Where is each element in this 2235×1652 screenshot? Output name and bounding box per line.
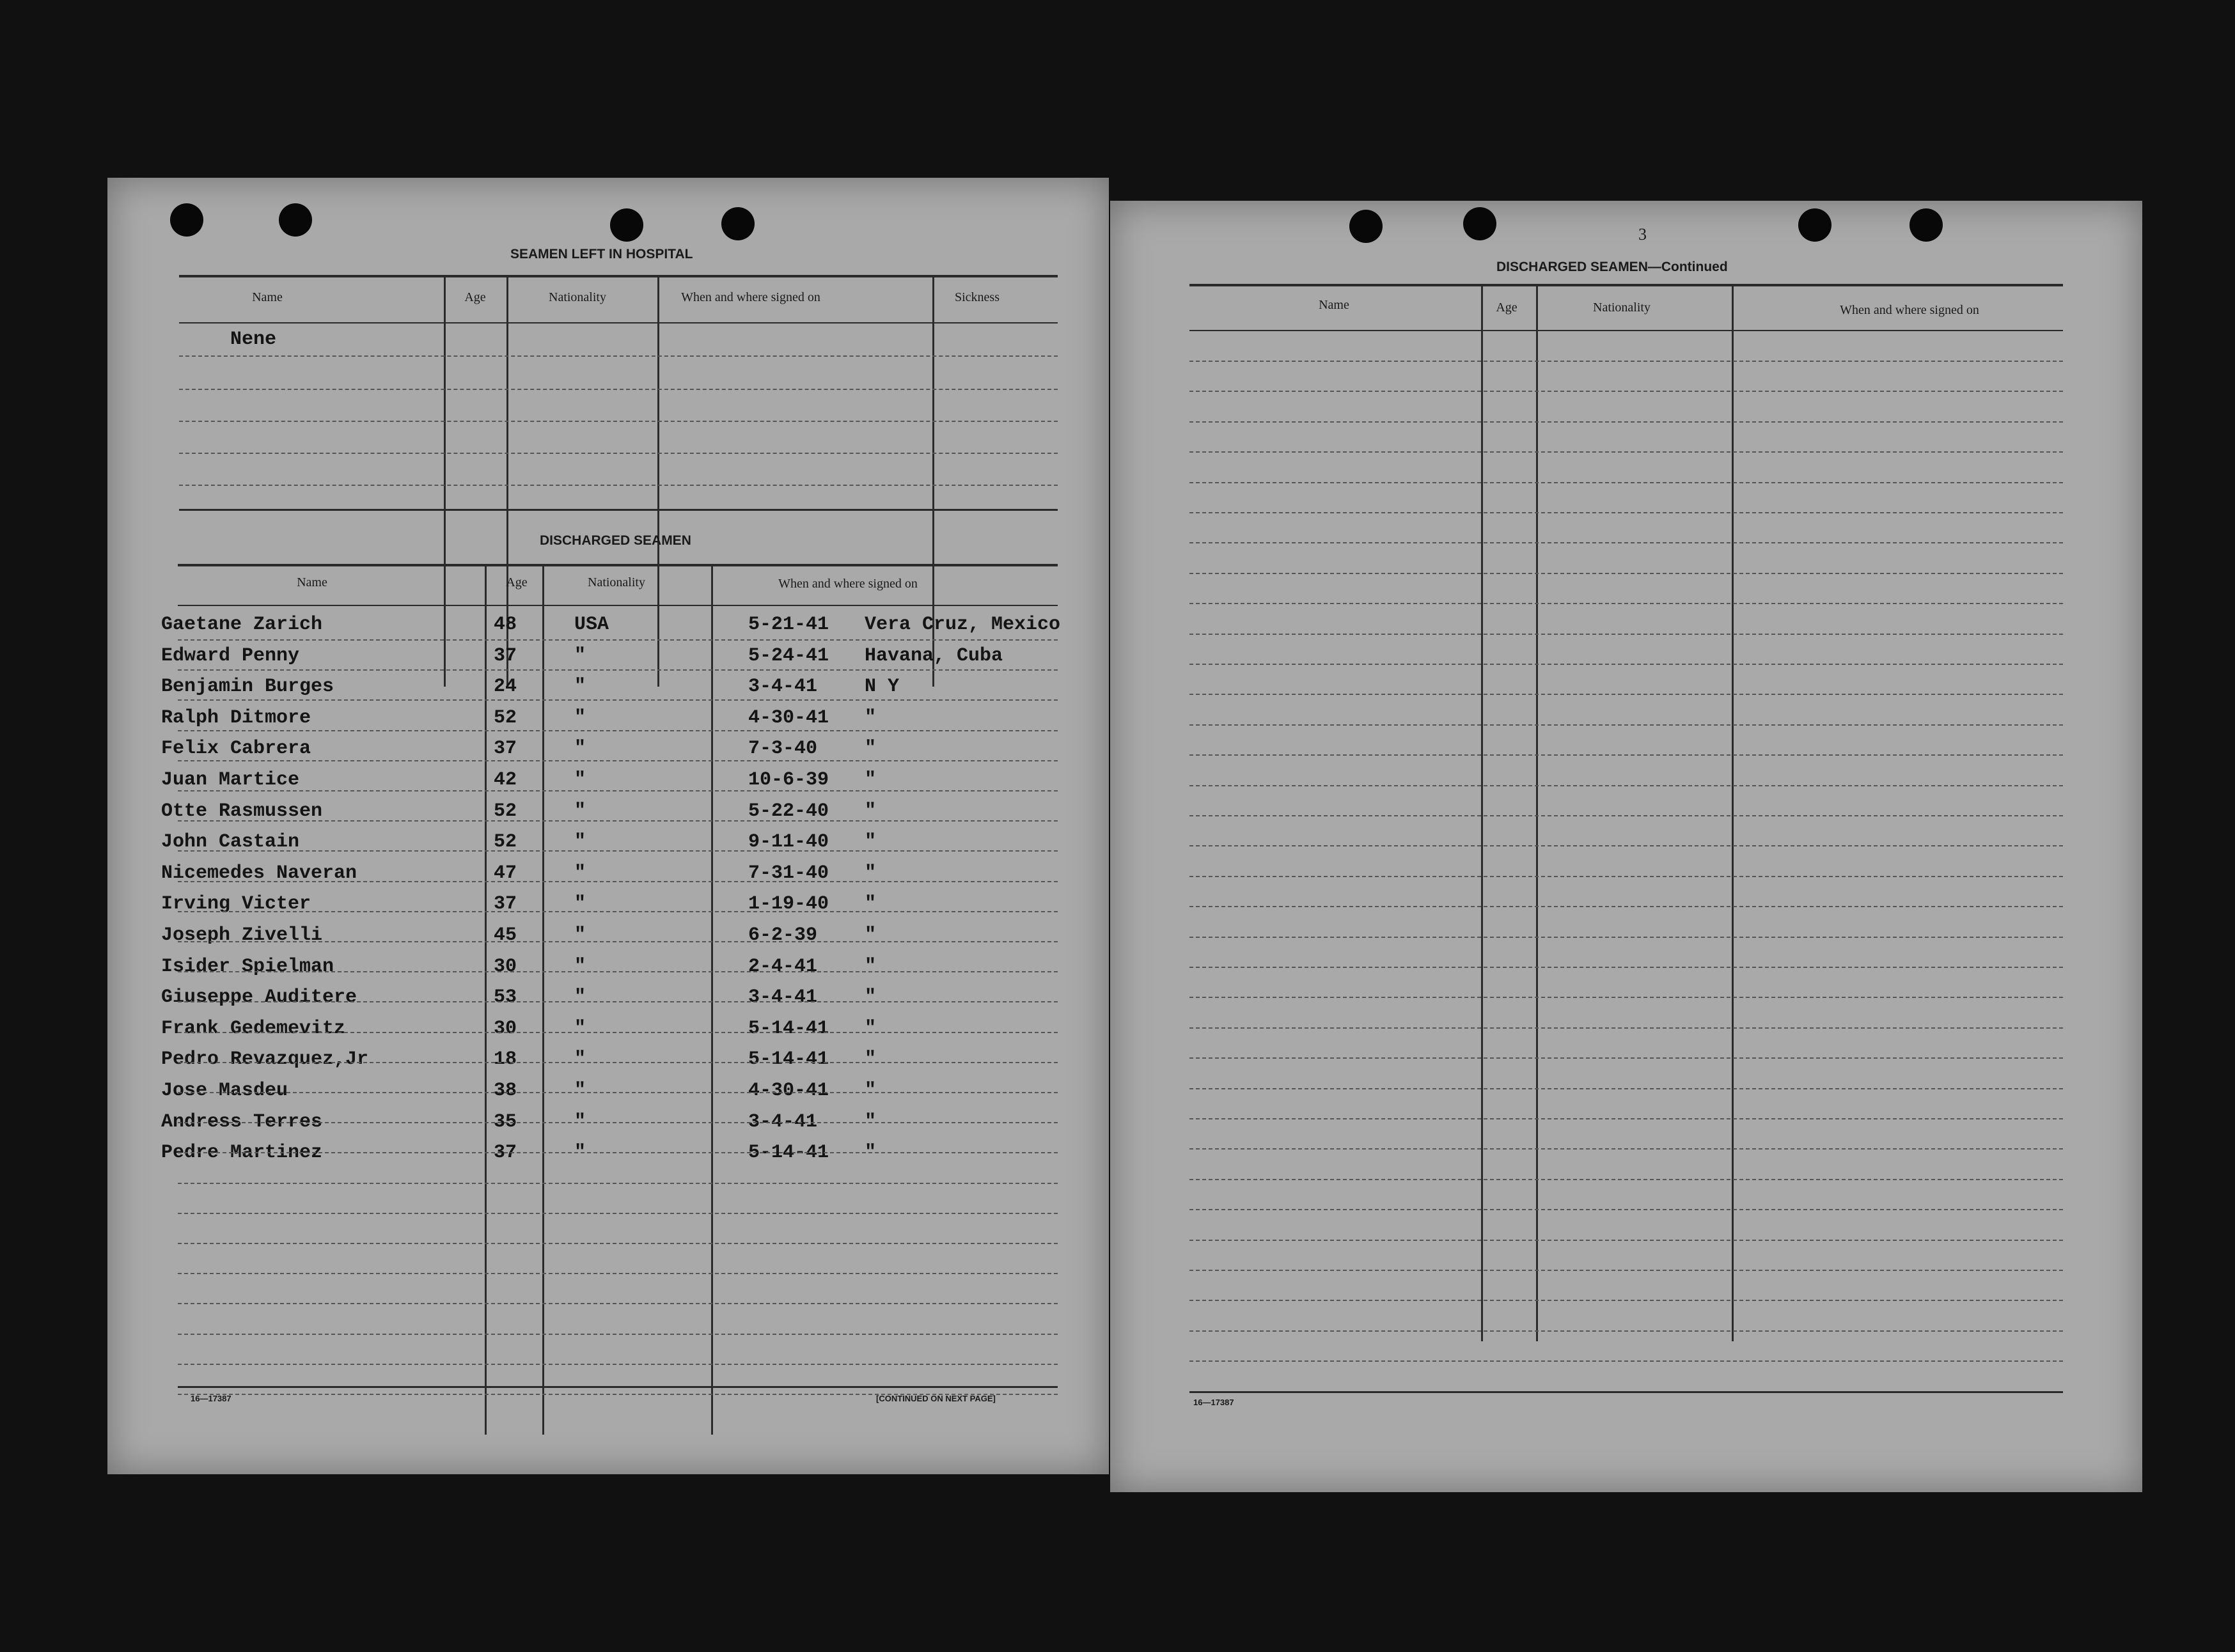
row-line — [178, 699, 1058, 701]
row-line — [1189, 1027, 2063, 1029]
hospital-header-nationality: Nationality — [549, 290, 606, 304]
discharged-cell-age: 30 — [494, 956, 517, 978]
discharged-cell-name: John Castain — [161, 831, 300, 853]
row-line — [1189, 1057, 2063, 1059]
row-line — [178, 790, 1058, 791]
discharged-cell-place: " — [865, 862, 877, 884]
discharged-cell-place: " — [865, 707, 877, 729]
row-line — [1189, 785, 2063, 786]
punch-hole — [721, 207, 755, 240]
column-divider — [1536, 286, 1538, 1341]
rule — [179, 275, 1058, 277]
row-line — [178, 760, 1058, 761]
row-line — [1189, 724, 2063, 726]
row-line — [178, 1183, 1058, 1184]
row-line — [178, 911, 1058, 912]
row-line — [178, 1334, 1058, 1335]
discharged-cell-age: 47 — [494, 862, 517, 884]
discharged-cell-place: " — [865, 1142, 877, 1164]
row-line — [1189, 512, 2063, 513]
discharged-cell-name: Andress Terres — [161, 1111, 323, 1133]
hospital-header-name: Name — [252, 290, 283, 304]
discharged-cell-place: " — [865, 738, 877, 760]
row-line — [178, 881, 1058, 882]
discharged-cell-nat: " — [574, 831, 586, 853]
row-line — [178, 850, 1058, 852]
row-line — [1189, 1179, 2063, 1180]
discharged-cell-name: Nicemedes Naveran — [161, 862, 357, 884]
discharged-cell-date: 5-24-41 — [748, 645, 829, 667]
column-divider — [1481, 286, 1483, 1341]
discharged-cell-date: 5-21-41 — [748, 614, 829, 635]
row-line — [1189, 1270, 2063, 1271]
discharged-cell-age: 37 — [494, 645, 517, 667]
discharged-cell-place: " — [865, 986, 877, 1008]
row-line — [178, 1152, 1058, 1153]
discharged-cell-date: 2-4-41 — [748, 956, 818, 978]
discharged-cell-place: " — [865, 1111, 877, 1133]
row-line — [1189, 815, 2063, 816]
discharged-cell-place: " — [865, 893, 877, 915]
discharged-cell-nat: " — [574, 707, 586, 729]
discharged-cell-nat: " — [574, 738, 586, 760]
row-line — [1189, 967, 2063, 968]
discharged-header-nationality: Nationality — [588, 575, 645, 589]
row-line — [178, 1122, 1058, 1123]
rule — [179, 322, 1058, 323]
row-line — [1189, 1118, 2063, 1119]
row-line — [178, 639, 1058, 641]
discharged-cell-age: 52 — [494, 707, 517, 729]
discharged-cell-nat: " — [574, 1048, 586, 1070]
discharged-section-title: DISCHARGED SEAMEN — [540, 533, 691, 548]
discharged-cell-name: Benjamin Burges — [161, 676, 334, 697]
row-line — [178, 669, 1058, 671]
discharged-cell-name: Irving Victer — [161, 893, 311, 915]
discharged-cell-date: 3-4-41 — [748, 676, 818, 697]
row-line — [1189, 754, 2063, 756]
discharged-cell-nat: " — [574, 924, 586, 946]
row-line — [1189, 1240, 2063, 1241]
row-line — [179, 389, 1058, 390]
row-line — [1189, 1088, 2063, 1089]
continued-header-signed-on: When and where signed on — [1840, 303, 1979, 317]
discharged-cell-name: Gaetane Zarich — [161, 614, 323, 635]
discharged-cell-nat: " — [574, 676, 586, 697]
form-number: 16—17387 — [191, 1394, 231, 1403]
punch-hole — [610, 208, 643, 242]
column-divider — [657, 277, 659, 687]
row-line — [179, 421, 1058, 422]
discharged-cell-nat: USA — [574, 614, 609, 635]
discharged-cell-nat: " — [574, 1018, 586, 1040]
row-line — [1189, 664, 2063, 665]
column-divider — [444, 277, 446, 687]
continued-header-name: Name — [1319, 298, 1349, 312]
discharged-cell-place: " — [865, 800, 877, 822]
discharged-cell-date: 7-3-40 — [748, 738, 818, 760]
discharged-cell-date: 5-22-40 — [748, 800, 829, 822]
discharged-cell-place: " — [865, 1018, 877, 1040]
discharged-header-age: Age — [506, 575, 528, 589]
row-line — [1189, 845, 2063, 846]
punch-hole — [1463, 207, 1496, 240]
discharged-header-signed-on: When and where signed on — [778, 577, 918, 591]
row-line — [1189, 603, 2063, 604]
discharged-cell-age: 35 — [494, 1111, 517, 1133]
discharged-cell-name: Pedro Revazquez,Jr — [161, 1048, 369, 1070]
rule — [1189, 330, 2063, 331]
punch-hole — [170, 203, 203, 237]
discharged-cell-name: Felix Cabrera — [161, 738, 311, 760]
discharged-cell-age: 53 — [494, 986, 517, 1008]
discharged-cell-date: 4-30-41 — [748, 707, 829, 729]
right-page — [1110, 201, 2142, 1492]
row-line — [178, 971, 1058, 972]
rule — [179, 509, 1058, 511]
discharged-cell-age: 45 — [494, 924, 517, 946]
discharged-cell-place: " — [865, 831, 877, 853]
discharged-cell-age: 52 — [494, 800, 517, 822]
discharged-cell-date: 7-31-40 — [748, 862, 829, 884]
discharged-cell-name: Edward Penny — [161, 645, 300, 667]
row-line — [1189, 906, 2063, 907]
discharged-cell-date: 1-19-40 — [748, 893, 829, 915]
discharged-cell-place: " — [865, 769, 877, 791]
row-line — [1189, 573, 2063, 574]
discharged-cell-date: 3-4-41 — [748, 986, 818, 1008]
discharged-cell-name: Pedre Martinez — [161, 1142, 323, 1164]
row-line — [1189, 997, 2063, 998]
row-line — [178, 1001, 1058, 1002]
row-line — [178, 1243, 1058, 1244]
discharged-cell-nat: " — [574, 769, 586, 791]
form-number-right: 16—17387 — [1193, 1398, 1234, 1407]
discharged-cell-name: Giuseppe Auditere — [161, 986, 357, 1008]
continued-header-age: Age — [1496, 300, 1517, 315]
continued-header-nationality: Nationality — [1593, 300, 1651, 315]
row-line — [1189, 1300, 2063, 1301]
discharged-cell-age: 42 — [494, 769, 517, 791]
row-line — [1189, 451, 2063, 453]
row-line — [179, 355, 1058, 357]
discharged-cell-nat: " — [574, 645, 586, 667]
punch-hole — [1798, 208, 1831, 242]
discharged-cell-name: Otte Rasmussen — [161, 800, 323, 822]
hospital-entry: Nene — [230, 329, 277, 350]
discharged-cell-age: 24 — [494, 676, 517, 697]
row-line — [1189, 482, 2063, 483]
discharged-cell-age: 48 — [494, 614, 517, 635]
discharged-cell-nat: " — [574, 893, 586, 915]
discharged-cell-place: " — [865, 1080, 877, 1102]
continued-note: [CONTINUED ON NEXT PAGE] — [876, 1394, 996, 1403]
rule — [178, 605, 1058, 606]
row-line — [1189, 361, 2063, 362]
discharged-cell-date: 3-4-41 — [748, 1111, 818, 1133]
discharged-cell-age: 18 — [494, 1048, 517, 1070]
row-line — [1189, 937, 2063, 938]
discharged-cell-age: 38 — [494, 1080, 517, 1102]
discharged-cell-age: 52 — [494, 831, 517, 853]
discharged-cell-place: Havana, Cuba — [865, 645, 1003, 667]
discharged-cell-nat: " — [574, 862, 586, 884]
discharged-cell-name: Joseph Zivelli — [161, 924, 323, 946]
discharged-header-name: Name — [297, 575, 327, 589]
punch-hole — [1349, 210, 1383, 243]
row-line — [178, 1062, 1058, 1063]
discharged-cell-age: 37 — [494, 738, 517, 760]
row-line — [1189, 391, 2063, 392]
discharged-cell-date: 10-6-39 — [748, 769, 829, 791]
row-line — [1189, 876, 2063, 877]
rule — [178, 1386, 1058, 1388]
column-divider — [711, 566, 713, 1435]
row-line — [178, 1303, 1058, 1304]
row-line — [179, 485, 1058, 486]
row-line — [1189, 694, 2063, 695]
row-line — [178, 941, 1058, 942]
row-line — [178, 1364, 1058, 1365]
row-line — [1189, 1148, 2063, 1149]
discharged-cell-age: 37 — [494, 893, 517, 915]
hospital-header-sickness: Sickness — [955, 290, 1000, 304]
discharged-cell-name: Ralph Ditmore — [161, 707, 311, 729]
discharged-cell-date: 6-2-39 — [748, 924, 818, 946]
discharged-cell-nat: " — [574, 986, 586, 1008]
discharged-cell-place: " — [865, 1048, 877, 1070]
rule — [178, 564, 1058, 566]
column-divider — [1732, 286, 1734, 1341]
discharged-cell-name: Isider Spielman — [161, 956, 334, 978]
discharged-cell-nat: " — [574, 1142, 586, 1164]
row-line — [178, 1213, 1058, 1214]
continued-section-title: DISCHARGED SEAMEN—Continued — [1496, 260, 1728, 274]
row-line — [1189, 1209, 2063, 1210]
row-line — [1189, 421, 2063, 423]
rule — [1189, 284, 2063, 286]
row-line — [1189, 634, 2063, 635]
discharged-cell-date: 9-11-40 — [748, 831, 829, 853]
discharged-cell-name: Jose Masdeu — [161, 1080, 288, 1102]
discharged-cell-date: 5-14-41 — [748, 1048, 829, 1070]
punch-hole — [279, 203, 312, 237]
row-line — [178, 1273, 1058, 1274]
discharged-cell-age: 30 — [494, 1018, 517, 1040]
discharged-cell-date: 5-14-41 — [748, 1142, 829, 1164]
discharged-cell-age: 37 — [494, 1142, 517, 1164]
hospital-header-age: Age — [464, 290, 486, 304]
row-line — [1189, 542, 2063, 543]
discharged-cell-date: 4-30-41 — [748, 1080, 829, 1102]
row-line — [178, 820, 1058, 822]
discharged-cell-place: N Y — [865, 676, 900, 697]
row-line — [179, 453, 1058, 454]
discharged-cell-place: " — [865, 924, 877, 946]
discharged-cell-date: 5-14-41 — [748, 1018, 829, 1040]
discharged-cell-place: " — [865, 956, 877, 978]
discharged-cell-name: Juan Martice — [161, 769, 300, 791]
page-number: 3 — [1638, 225, 1647, 244]
hospital-section-title: SEAMEN LEFT IN HOSPITAL — [510, 247, 693, 261]
column-divider — [485, 566, 487, 1435]
discharged-cell-nat: " — [574, 1080, 586, 1102]
row-line — [178, 1092, 1058, 1093]
discharged-cell-name: Frank Gedemevitz — [161, 1018, 346, 1040]
row-line — [178, 730, 1058, 731]
column-divider — [542, 566, 544, 1435]
discharged-cell-nat: " — [574, 956, 586, 978]
discharged-cell-place: Vera Cruz, Mexico — [865, 614, 1061, 635]
row-line — [1189, 1360, 2063, 1362]
rule — [1189, 1391, 2063, 1393]
row-line — [1189, 1330, 2063, 1332]
row-line — [178, 1032, 1058, 1033]
punch-hole — [1910, 208, 1943, 242]
discharged-cell-nat: " — [574, 800, 586, 822]
discharged-cell-nat: " — [574, 1111, 586, 1133]
left-page — [107, 178, 1109, 1474]
hospital-header-signed-on: When and where signed on — [681, 290, 820, 304]
